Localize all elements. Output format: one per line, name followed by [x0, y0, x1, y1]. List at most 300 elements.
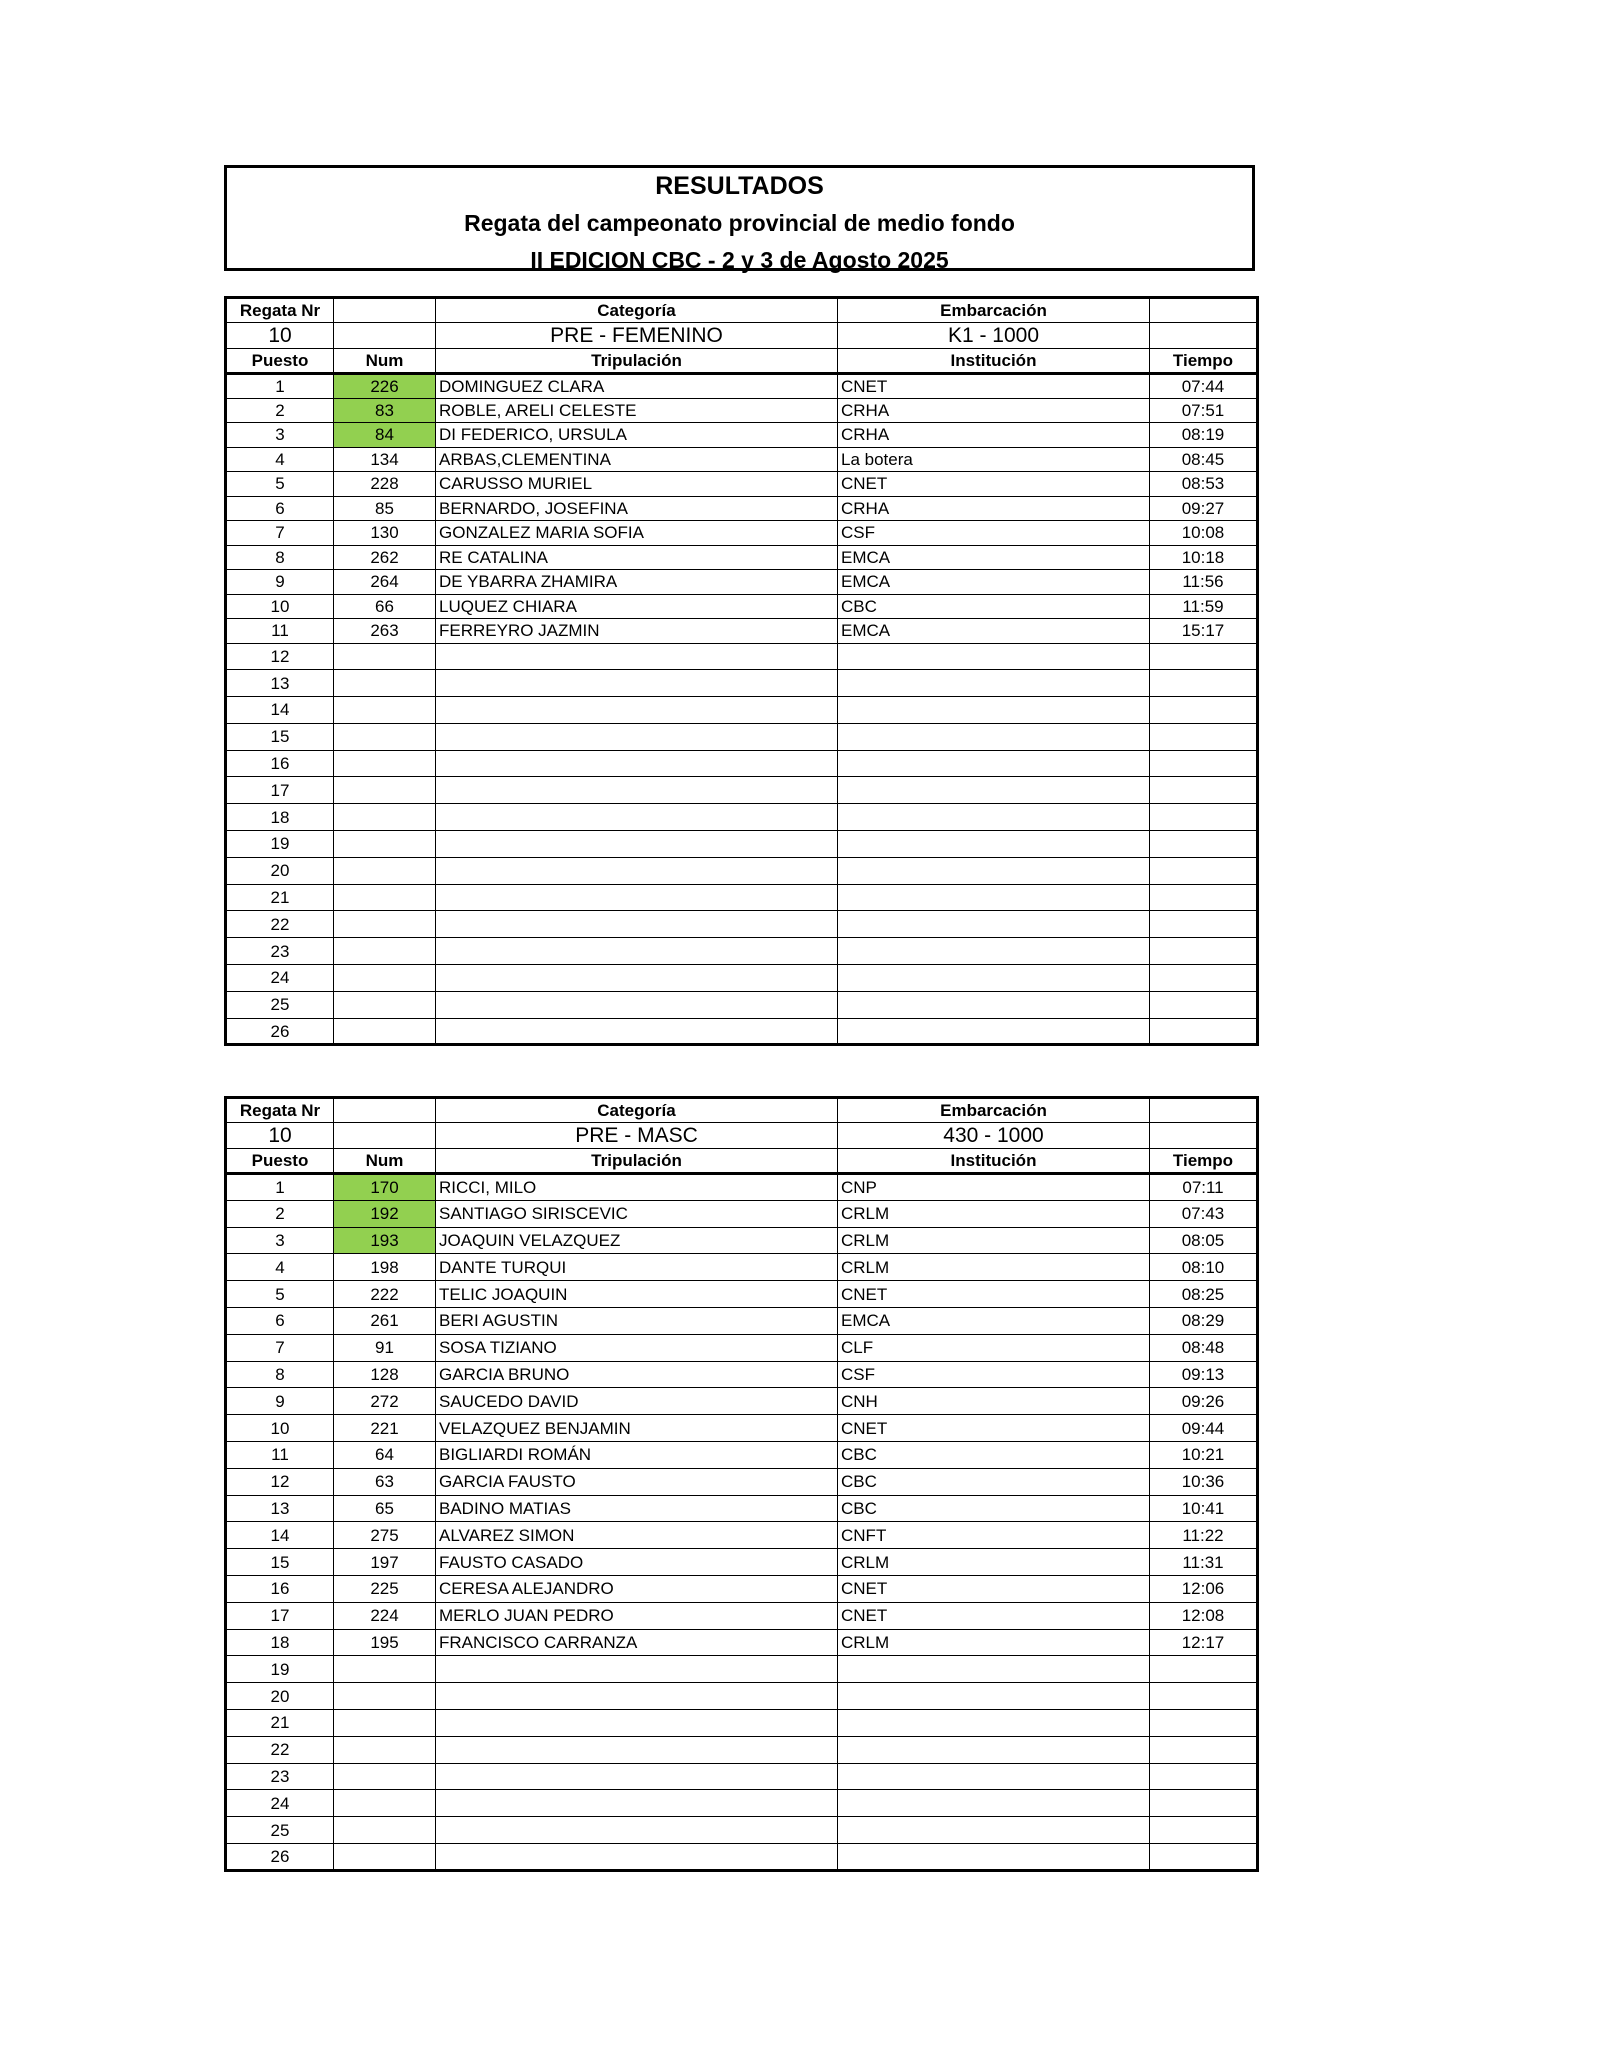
- result-tiempo: [1150, 723, 1258, 750]
- result-num: 84: [334, 423, 436, 448]
- result-puesto: 24: [226, 1790, 334, 1817]
- result-num: 85: [334, 496, 436, 521]
- table-row: [226, 1018, 1258, 1045]
- result-tiempo: [1150, 1709, 1258, 1736]
- result-tiempo: [1150, 804, 1258, 831]
- result-puesto: 3: [226, 423, 334, 448]
- result-puesto: 2: [226, 398, 334, 423]
- table-row: [226, 1522, 1258, 1549]
- result-num: 226: [334, 374, 436, 399]
- result-puesto: 5: [226, 472, 334, 497]
- result-tripulacion: [436, 750, 838, 777]
- result-institucion: La botera: [838, 447, 1150, 472]
- result-num: [334, 991, 436, 1018]
- result-tiempo: [1150, 991, 1258, 1018]
- result-tripulacion: [436, 804, 838, 831]
- result-num: 91: [334, 1334, 436, 1361]
- result-tripulacion: [436, 643, 838, 670]
- document-title-box: [224, 165, 1255, 271]
- result-tiempo: [1150, 670, 1258, 697]
- table-row: [226, 804, 1258, 831]
- result-puesto: 21: [226, 884, 334, 911]
- race-info-row: [226, 1123, 1258, 1149]
- result-num: [334, 911, 436, 938]
- categoria-label: Categoría: [436, 298, 838, 323]
- table-row: [226, 643, 1258, 670]
- result-tiempo: 09:26: [1150, 1388, 1258, 1415]
- result-tripulacion: RE CATALINA: [436, 545, 838, 570]
- result-tiempo: 15:17: [1150, 619, 1258, 644]
- column-header-row: [226, 349, 1258, 374]
- tripulacion-header: Tripulación: [436, 349, 838, 374]
- num-header: Num: [334, 1149, 436, 1174]
- document-title: RESULTADOS: [655, 172, 824, 200]
- table-row: [226, 1843, 1258, 1870]
- result-tiempo: 11:59: [1150, 594, 1258, 619]
- result-puesto: 16: [226, 750, 334, 777]
- table-row: [226, 570, 1258, 595]
- result-num: [334, 1656, 436, 1683]
- result-tripulacion: [436, 938, 838, 965]
- result-num: [334, 670, 436, 697]
- result-puesto: 24: [226, 965, 334, 992]
- result-puesto: 15: [226, 1549, 334, 1576]
- result-institucion: CNET: [838, 1281, 1150, 1308]
- result-institucion: [838, 911, 1150, 938]
- result-puesto: 11: [226, 619, 334, 644]
- result-tiempo: 08:19: [1150, 423, 1258, 448]
- result-tripulacion: [436, 831, 838, 858]
- result-num: 65: [334, 1495, 436, 1522]
- result-institucion: [838, 1763, 1150, 1790]
- result-puesto: 26: [226, 1843, 334, 1870]
- result-num: [334, 1683, 436, 1710]
- result-num: 222: [334, 1281, 436, 1308]
- result-puesto: 13: [226, 670, 334, 697]
- result-tiempo: [1150, 1656, 1258, 1683]
- result-puesto: 23: [226, 1763, 334, 1790]
- race-header-row: [226, 1098, 1258, 1123]
- num-header: Num: [334, 349, 436, 374]
- result-tiempo: [1150, 857, 1258, 884]
- result-tiempo: 10:08: [1150, 521, 1258, 546]
- result-institucion: [838, 1018, 1150, 1045]
- result-institucion: [838, 670, 1150, 697]
- result-institucion: [838, 857, 1150, 884]
- result-institucion: CNP: [838, 1174, 1150, 1201]
- result-tiempo: 07:44: [1150, 374, 1258, 399]
- result-tripulacion: LUQUEZ CHIARA: [436, 594, 838, 619]
- puesto-header: Puesto: [226, 1149, 334, 1174]
- table-row: [226, 1227, 1258, 1254]
- result-num: 224: [334, 1602, 436, 1629]
- result-tripulacion: [436, 1790, 838, 1817]
- result-institucion: CRLM: [838, 1200, 1150, 1227]
- result-num: 195: [334, 1629, 436, 1656]
- result-tripulacion: GARCIA FAUSTO: [436, 1468, 838, 1495]
- result-num: 193: [334, 1227, 436, 1254]
- table-row: [226, 398, 1258, 423]
- result-tiempo: [1150, 1790, 1258, 1817]
- tiempo-header: Tiempo: [1150, 349, 1258, 374]
- result-puesto: 15: [226, 723, 334, 750]
- result-tiempo: 10:36: [1150, 1468, 1258, 1495]
- result-institucion: [838, 965, 1150, 992]
- result-institucion: [838, 697, 1150, 724]
- table-row: [226, 938, 1258, 965]
- result-institucion: CRHA: [838, 423, 1150, 448]
- result-institucion: EMCA: [838, 545, 1150, 570]
- table-row: [226, 423, 1258, 448]
- result-puesto: 14: [226, 697, 334, 724]
- table-row: [226, 1334, 1258, 1361]
- result-tripulacion: GONZALEZ MARIA SOFIA: [436, 521, 838, 546]
- result-tiempo: [1150, 1763, 1258, 1790]
- result-puesto: 10: [226, 1415, 334, 1442]
- table-row: [226, 1388, 1258, 1415]
- result-num: [334, 1709, 436, 1736]
- result-tiempo: 11:56: [1150, 570, 1258, 595]
- result-num: 228: [334, 472, 436, 497]
- result-institucion: CBC: [838, 1495, 1150, 1522]
- result-num: 264: [334, 570, 436, 595]
- result-tiempo: 07:43: [1150, 1200, 1258, 1227]
- result-num: 221: [334, 1415, 436, 1442]
- result-tripulacion: [436, 965, 838, 992]
- tripulacion-header: Tripulación: [436, 1149, 838, 1174]
- table-row: [226, 1281, 1258, 1308]
- result-puesto: 12: [226, 643, 334, 670]
- result-tripulacion: FAUSTO CASADO: [436, 1549, 838, 1576]
- result-tiempo: [1150, 750, 1258, 777]
- result-tripulacion: [436, 697, 838, 724]
- result-tripulacion: ROBLE, ARELI CELESTE: [436, 398, 838, 423]
- column-header-row: [226, 1149, 1258, 1174]
- result-tripulacion: [436, 1709, 838, 1736]
- result-num: [334, 643, 436, 670]
- result-tiempo: 09:44: [1150, 1415, 1258, 1442]
- table-row: [226, 857, 1258, 884]
- table-row: [226, 619, 1258, 644]
- result-tiempo: [1150, 1018, 1258, 1045]
- table-row: [226, 965, 1258, 992]
- result-institucion: CNET: [838, 1415, 1150, 1442]
- result-institucion: [838, 1683, 1150, 1710]
- categoria-value: PRE - MASC: [436, 1123, 838, 1149]
- result-tiempo: 08:25: [1150, 1281, 1258, 1308]
- table-row: [226, 697, 1258, 724]
- result-institucion: CRHA: [838, 496, 1150, 521]
- result-institucion: CBC: [838, 1441, 1150, 1468]
- result-tripulacion: [436, 1817, 838, 1844]
- result-tiempo: 11:22: [1150, 1522, 1258, 1549]
- result-tiempo: [1150, 938, 1258, 965]
- result-tripulacion: FRANCISCO CARRANZA: [436, 1629, 838, 1656]
- result-tiempo: [1150, 1736, 1258, 1763]
- table-row: [226, 884, 1258, 911]
- result-puesto: 9: [226, 570, 334, 595]
- result-tripulacion: BIGLIARDI ROMÁN: [436, 1441, 838, 1468]
- result-num: [334, 697, 436, 724]
- result-puesto: 8: [226, 1361, 334, 1388]
- result-tiempo: 08:48: [1150, 1334, 1258, 1361]
- result-num: [334, 777, 436, 804]
- result-puesto: 2: [226, 1200, 334, 1227]
- result-tiempo: 08:53: [1150, 472, 1258, 497]
- result-puesto: 16: [226, 1575, 334, 1602]
- result-puesto: 18: [226, 804, 334, 831]
- result-tripulacion: SAUCEDO DAVID: [436, 1388, 838, 1415]
- result-num: [334, 1790, 436, 1817]
- embarcacion-label: Embarcación: [838, 298, 1150, 323]
- regata-nr-value: 10: [226, 1123, 334, 1149]
- result-institucion: [838, 1817, 1150, 1844]
- result-institucion: CLF: [838, 1334, 1150, 1361]
- result-num: 63: [334, 1468, 436, 1495]
- result-num: 134: [334, 447, 436, 472]
- result-num: 64: [334, 1441, 436, 1468]
- result-tiempo: [1150, 1843, 1258, 1870]
- result-institucion: CNH: [838, 1388, 1150, 1415]
- result-tripulacion: [436, 991, 838, 1018]
- table-row: [226, 723, 1258, 750]
- result-tiempo: 08:45: [1150, 447, 1258, 472]
- table-row: [226, 1361, 1258, 1388]
- result-num: 83: [334, 398, 436, 423]
- result-puesto: 13: [226, 1495, 334, 1522]
- result-puesto: 8: [226, 545, 334, 570]
- result-tiempo: 09:13: [1150, 1361, 1258, 1388]
- table-row: [226, 521, 1258, 546]
- result-num: [334, 804, 436, 831]
- puesto-header: Puesto: [226, 349, 334, 374]
- result-tripulacion: BERI AGUSTIN: [436, 1307, 838, 1334]
- result-institucion: CRHA: [838, 398, 1150, 423]
- result-num: 130: [334, 521, 436, 546]
- result-institucion: [838, 1790, 1150, 1817]
- table-row: [226, 1736, 1258, 1763]
- result-tripulacion: [436, 911, 838, 938]
- table-row: [226, 1763, 1258, 1790]
- result-tripulacion: [436, 1656, 838, 1683]
- result-tiempo: 10:18: [1150, 545, 1258, 570]
- result-num: [334, 723, 436, 750]
- table-row: [226, 1468, 1258, 1495]
- institucion-header: Institución: [838, 1149, 1150, 1174]
- result-tiempo: 07:11: [1150, 1174, 1258, 1201]
- result-institucion: CSF: [838, 521, 1150, 546]
- categoria-value: PRE - FEMENINO: [436, 323, 838, 349]
- result-puesto: 4: [226, 447, 334, 472]
- results-table-race-2: [224, 1096, 1259, 1872]
- result-puesto: 11: [226, 1441, 334, 1468]
- result-institucion: [838, 991, 1150, 1018]
- result-num: 66: [334, 594, 436, 619]
- table-row: [226, 831, 1258, 858]
- table-row: [226, 750, 1258, 777]
- result-num: [334, 831, 436, 858]
- result-num: 263: [334, 619, 436, 644]
- result-tripulacion: ALVAREZ SIMON: [436, 1522, 838, 1549]
- result-institucion: CNFT: [838, 1522, 1150, 1549]
- result-puesto: 23: [226, 938, 334, 965]
- result-tripulacion: BADINO MATIAS: [436, 1495, 838, 1522]
- categoria-label: Categoría: [436, 1098, 838, 1123]
- table-row: [226, 545, 1258, 570]
- result-institucion: [838, 831, 1150, 858]
- table-row: [226, 991, 1258, 1018]
- result-tiempo: 12:08: [1150, 1602, 1258, 1629]
- result-institucion: CNET: [838, 1575, 1150, 1602]
- result-tripulacion: DANTE TURQUI: [436, 1254, 838, 1281]
- result-tripulacion: [436, 1018, 838, 1045]
- result-num: 128: [334, 1361, 436, 1388]
- table-row: [226, 1254, 1258, 1281]
- result-puesto: 6: [226, 496, 334, 521]
- table-row: [226, 1549, 1258, 1576]
- result-institucion: EMCA: [838, 619, 1150, 644]
- result-institucion: CRLM: [838, 1227, 1150, 1254]
- result-puesto: 22: [226, 1736, 334, 1763]
- regata-nr-label: Regata Nr: [226, 1098, 334, 1123]
- table-row: [226, 1441, 1258, 1468]
- result-puesto: 12: [226, 1468, 334, 1495]
- embarcacion-label: Embarcación: [838, 1098, 1150, 1123]
- result-puesto: 20: [226, 1683, 334, 1710]
- regata-nr-value: 10: [226, 323, 334, 349]
- result-puesto: 7: [226, 521, 334, 546]
- result-puesto: 4: [226, 1254, 334, 1281]
- result-institucion: [838, 1656, 1150, 1683]
- result-puesto: 19: [226, 831, 334, 858]
- result-institucion: CRLM: [838, 1549, 1150, 1576]
- result-num: [334, 938, 436, 965]
- results-table-race-1: [224, 296, 1259, 1046]
- race-info-row: [226, 323, 1258, 349]
- result-tripulacion: RICCI, MILO: [436, 1174, 838, 1201]
- result-institucion: EMCA: [838, 570, 1150, 595]
- table-row: [226, 496, 1258, 521]
- result-tripulacion: [436, 884, 838, 911]
- result-puesto: 25: [226, 991, 334, 1018]
- result-tripulacion: DE YBARRA ZHAMIRA: [436, 570, 838, 595]
- race-header-row: [226, 298, 1258, 323]
- result-institucion: CBC: [838, 594, 1150, 619]
- result-puesto: 25: [226, 1817, 334, 1844]
- result-tripulacion: CERESA ALEJANDRO: [436, 1575, 838, 1602]
- result-puesto: 17: [226, 1602, 334, 1629]
- result-institucion: CSF: [838, 1361, 1150, 1388]
- result-puesto: 7: [226, 1334, 334, 1361]
- result-puesto: 14: [226, 1522, 334, 1549]
- result-institucion: CRLM: [838, 1629, 1150, 1656]
- result-puesto: 1: [226, 1174, 334, 1201]
- result-num: [334, 1736, 436, 1763]
- result-num: [334, 1817, 436, 1844]
- result-puesto: 22: [226, 911, 334, 938]
- document-subtitle: Regata del campeonato provincial de medio fondo: [464, 210, 1015, 236]
- result-puesto: 1: [226, 374, 334, 399]
- result-num: 262: [334, 545, 436, 570]
- result-tiempo: [1150, 965, 1258, 992]
- result-num: [334, 884, 436, 911]
- result-institucion: CNET: [838, 472, 1150, 497]
- result-tripulacion: [436, 1683, 838, 1710]
- table-row: [226, 1656, 1258, 1683]
- table-row: [226, 1200, 1258, 1227]
- result-tiempo: 10:41: [1150, 1495, 1258, 1522]
- result-institucion: [838, 1843, 1150, 1870]
- result-tiempo: 08:10: [1150, 1254, 1258, 1281]
- result-tripulacion: GARCIA BRUNO: [436, 1361, 838, 1388]
- result-puesto: 6: [226, 1307, 334, 1334]
- result-puesto: 21: [226, 1709, 334, 1736]
- embarcacion-value: K1 - 1000: [838, 323, 1150, 349]
- result-tripulacion: [436, 777, 838, 804]
- table-row: [226, 1307, 1258, 1334]
- table-row: [226, 1495, 1258, 1522]
- result-tripulacion: [436, 1843, 838, 1870]
- result-puesto: 17: [226, 777, 334, 804]
- result-num: [334, 1763, 436, 1790]
- result-num: 197: [334, 1549, 436, 1576]
- table-row: [226, 670, 1258, 697]
- table-row: [226, 1629, 1258, 1656]
- result-tiempo: 08:05: [1150, 1227, 1258, 1254]
- result-institucion: [838, 884, 1150, 911]
- result-puesto: 5: [226, 1281, 334, 1308]
- result-tiempo: 10:21: [1150, 1441, 1258, 1468]
- table-row: [226, 1790, 1258, 1817]
- result-tripulacion: MERLO JUAN PEDRO: [436, 1602, 838, 1629]
- result-num: [334, 965, 436, 992]
- result-num: [334, 1843, 436, 1870]
- result-tiempo: [1150, 697, 1258, 724]
- document-edition: II EDICION CBC - 2 y 3 de Agosto 2025: [530, 247, 949, 273]
- table-row: [226, 472, 1258, 497]
- table-row: [226, 1709, 1258, 1736]
- result-puesto: 10: [226, 594, 334, 619]
- result-num: 272: [334, 1388, 436, 1415]
- result-num: 275: [334, 1522, 436, 1549]
- result-institucion: EMCA: [838, 1307, 1150, 1334]
- result-institucion: [838, 777, 1150, 804]
- result-institucion: [838, 723, 1150, 750]
- table-row: [226, 1817, 1258, 1844]
- result-tiempo: [1150, 1683, 1258, 1710]
- result-tiempo: 07:51: [1150, 398, 1258, 423]
- result-num: 192: [334, 1200, 436, 1227]
- result-tiempo: [1150, 831, 1258, 858]
- result-institucion: [838, 750, 1150, 777]
- result-num: [334, 1018, 436, 1045]
- result-tiempo: [1150, 884, 1258, 911]
- table-row: [226, 1575, 1258, 1602]
- result-tripulacion: FERREYRO JAZMIN: [436, 619, 838, 644]
- result-tiempo: 09:27: [1150, 496, 1258, 521]
- embarcacion-value: 430 - 1000: [838, 1123, 1150, 1149]
- result-institucion: [838, 1709, 1150, 1736]
- result-tripulacion: BERNARDO, JOSEFINA: [436, 496, 838, 521]
- institucion-header: Institución: [838, 349, 1150, 374]
- result-num: 198: [334, 1254, 436, 1281]
- table-row: [226, 1415, 1258, 1442]
- result-puesto: 18: [226, 1629, 334, 1656]
- result-tripulacion: ARBAS,CLEMENTINA: [436, 447, 838, 472]
- result-institucion: CBC: [838, 1468, 1150, 1495]
- result-tripulacion: JOAQUIN VELAZQUEZ: [436, 1227, 838, 1254]
- result-num: 225: [334, 1575, 436, 1602]
